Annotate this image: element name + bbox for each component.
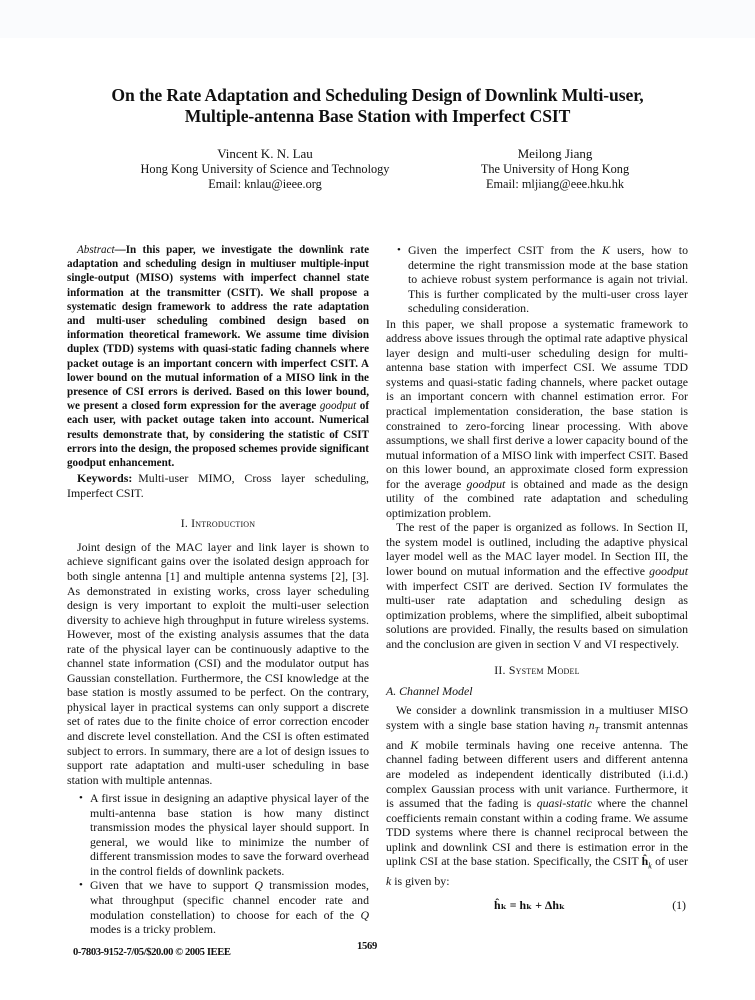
equation-1 xyxy=(386,896,688,918)
author-block-2 xyxy=(440,146,670,193)
intro-paragraph-1: Joint design of the MAC layer and link layer is shown to achieve significant gains over the isolated design approach for both single antenna [1] and multiple antenna systems [2], [3]. As demonstrated in existing works, cross layer scheduling design is very important to exploit the multi-user selection diversity to achieve high throughput in future wireless systems. However, most of the existing analysis assumes that the data rate of the physical layer can be continuously adaptive to the channel state information (CSI) and the modulator output has Gaussian constellation. Furthermore, the CSI knowledge at the base station is mostly assumed to be perfect. On the contrary, physical layer in practical systems can only support a discrete set of rates due to the finite choice of error correction encoder and discrete level constellation. And the CSI is often estimated subject to errors. In summary, there are a lot of design issues to support rate adaptation and multi-user scheduling in base station with multiple antennas. xyxy=(67,539,369,787)
paragraph-text: is obtained and made as the design utility of the combined rate adaptation and scheduling optimization problem. xyxy=(386,476,688,520)
author-affiliation: The University of Hong Kong xyxy=(480,161,630,176)
paragraph-text: is given by: xyxy=(391,874,450,889)
abstract-label: Abstract xyxy=(77,244,115,256)
abstract-emph: goodput xyxy=(319,400,357,413)
math-nt: n xyxy=(588,717,595,732)
math-q: Q xyxy=(254,878,263,893)
list-item xyxy=(90,878,369,936)
emph-goodput: goodput xyxy=(649,564,688,579)
author-name: Meilong Jiang xyxy=(517,146,593,161)
system-model-paragraph xyxy=(386,703,688,888)
bullet-text: users, how to determine the right transmission mode at the base station to achieve robust system performance is again not trivial. This is further complicated by the multi-user cross layer scheduling consideration. xyxy=(408,243,688,316)
math-subscript: k xyxy=(648,861,652,871)
paragraph-text: transmit antennas and xyxy=(386,717,688,752)
issues-list xyxy=(67,791,369,936)
paragraph-text: The rest of the paper is organized as follows. In Section II, the system model is outlined, including the adaptive physical layer model well as the MAC layer model. In Section III, the lower bound on mutual information and the effective xyxy=(386,520,688,579)
equation-body: ĥₖ = hₖ + Δhₖ xyxy=(494,897,566,912)
left-column xyxy=(67,243,369,937)
intro-paragraph-2 xyxy=(386,317,688,521)
list-item: • A first issue in designing an adaptive physical layer of the multi-antenna base station is how many distinct transmission modes the physical layer should support. In general, we would like to minimize the number of different transmission modes to save the forward overhead in the control fields of downlink packets. xyxy=(90,791,369,878)
list-item xyxy=(408,243,688,316)
paragraph-text: In this paper, we shall propose a systematic framework to address above issues through the optimal rate adaptive physical layer design and multi-user scheduling design for multi-antenna base station with imperfect CSI. We assume TDD systems and quasi-static fading channels, where packet outage is an important concern with channel estimation error. For practical implementation consideration, the base station is constrained to zero-forcing linear processing. With above assumptions, we shall first derive a lower capacity bound of the mutual information of a MISO link with imperfect CSIT. Based on this lower bound, an approximate closed form expression for the average xyxy=(386,316,688,491)
abstract-text-1: In this paper, we investigate the downlink rate adaptation and scheduling design in multiuser multiple-input single-output (MISO) systems with imperfect channel state information at the transmitter (CSIT). We shall propose a systematic design framework to address the rate adaptation and multi-user scheduling combined design based on information theoretical framework. We assume time division duplex (TDD) systems with quasi-static fading channels where packet outage is an important concern with imperfect CSIT. A lower bound on the mutual information of a MISO link in the presence of CSI errors is derived. Based on this lower bound, we present a closed form expression for the average xyxy=(67,244,369,413)
title-line-2: Multiple-antenna Base Station with Imperfect CSIT xyxy=(184,106,571,126)
math-q: Q xyxy=(360,907,369,922)
subsection-heading-channel-model: A. Channel Model xyxy=(386,683,473,698)
author-affiliation: Hong Kong University of Science and Technology xyxy=(140,161,390,176)
paragraph-text: where the channel coefficients remain constant within a coding frame. We assume TDD systems where there is channel reciprocal between the uplink and downlink CSI and there is estimation error in the uplink CSI at the base station. Specifically, the CSIT xyxy=(386,796,688,869)
math-k: K xyxy=(410,737,419,752)
bullet-text: Given that we have to support xyxy=(90,878,255,893)
paragraph-text: We consider a downlink transmission in a multiuser MISO system with a single base station having xyxy=(386,703,688,732)
viewer-top-band xyxy=(0,0,755,38)
paragraph-text: with imperfect CSIT are derived. Section IV formulates the multi-user rate adaptation and scheduling design as optimization problems, where the simplified, albeit suboptimal solutions are provided. Finally, the results based on simulation and the conclusion are given in section V and VI respectively. xyxy=(386,578,688,651)
title-line-1: On the Rate Adaptation and Scheduling Design of Downlink Multi-user, xyxy=(111,85,644,105)
abstract-text-2: of each user, with packet outage taken into account. Numerical results demonstrate that, by considering the statistic of CSIT errors into the design, the proposed schemes provide significant goodput enhancement. xyxy=(67,400,370,470)
keywords-label: Keywords: xyxy=(77,471,133,486)
section-heading-system-model: II. System Model xyxy=(494,663,580,678)
bullet-text: modes is a tricky problem. xyxy=(90,922,216,937)
abstract-dash: — xyxy=(114,244,126,256)
intro-paragraph-3 xyxy=(386,520,688,651)
math-subscript: T xyxy=(594,725,600,735)
paper-title xyxy=(60,85,695,127)
paragraph-text: of user xyxy=(651,854,688,869)
emph-goodput: goodput xyxy=(466,476,506,491)
bullet-text: transmission modes, what throughput (specific channel encoder rate and modulation constellation) to choose for each of the xyxy=(90,878,369,922)
page-number: 1569 xyxy=(357,941,377,952)
section-heading-introduction: I. Introduction xyxy=(180,516,256,531)
equation-number: (1) xyxy=(672,897,686,912)
keywords-text: Multi-user MIMO, Cross layer scheduling, Imperfect CSIT. xyxy=(67,471,369,500)
copyright-notice: 0-7803-9152-7/05/$20.00 © 2005 IEEE xyxy=(73,947,231,958)
math-k: K xyxy=(602,243,610,257)
math-k: k xyxy=(386,874,392,889)
right-column xyxy=(386,243,688,918)
author-block-1 xyxy=(120,146,410,193)
bullet-text: Given the imperfect CSIT from the xyxy=(408,243,603,257)
paragraph-text: mobile terminals having one receive antenna. The channel fading between different users and different antenna are modeled as independent identically distributed (i.i.d.) complex Gaussian process with unit variance. Furthermore, it is assumed that the fading is xyxy=(386,737,689,811)
author-email: Email: mljiang@eee.hku.hk xyxy=(485,177,625,191)
math-hk: ĥ xyxy=(641,854,649,869)
author-email: Email: knlau@ieee.org xyxy=(208,177,322,191)
emph-quasi-static: quasi-static xyxy=(536,796,592,811)
abstract xyxy=(67,243,369,470)
issues-list-continued xyxy=(386,243,688,316)
keywords xyxy=(67,471,369,500)
author-name: Vincent K. N. Lau xyxy=(217,146,313,161)
